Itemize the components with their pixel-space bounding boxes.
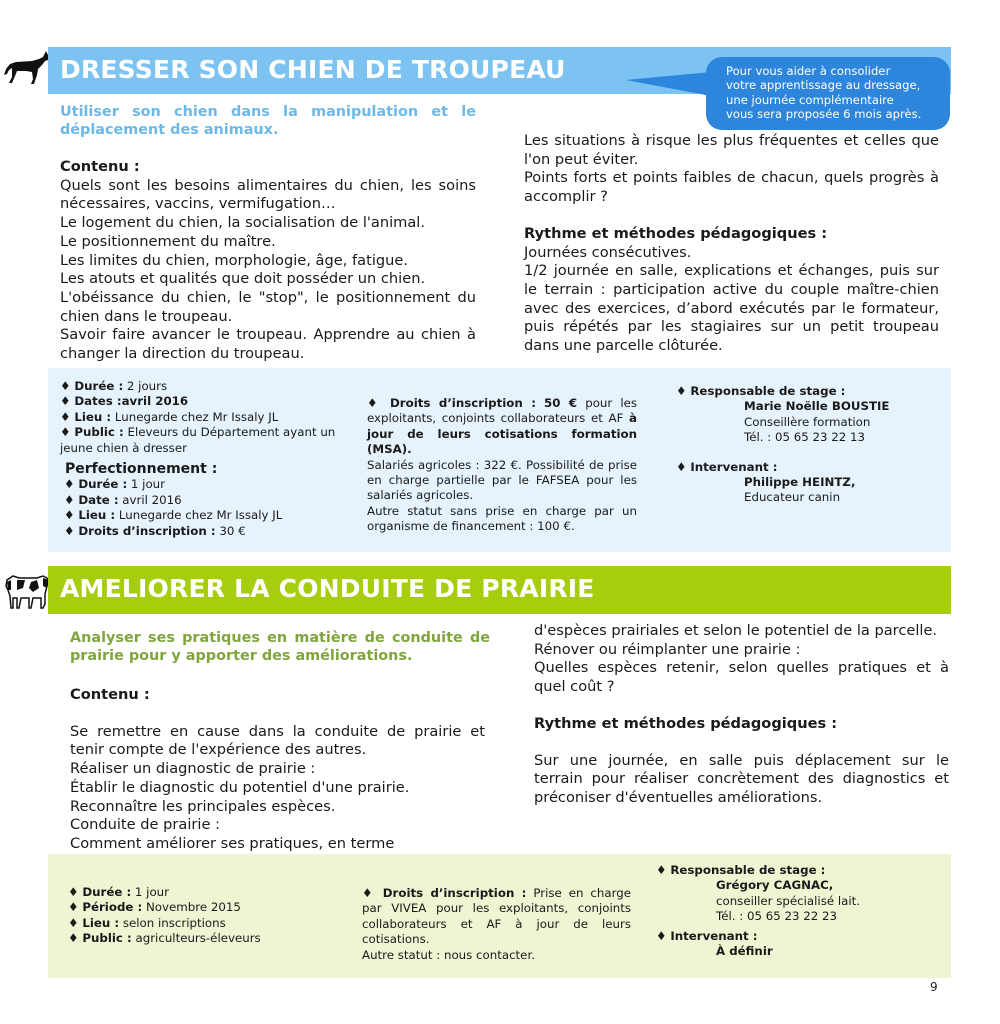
col2-line: d'espèces prairiales et selon le potentiel de la parcelle. [534, 622, 938, 639]
info-middle [362, 886, 631, 963]
section1-contenu [60, 158, 476, 364]
contenu-line: L'obéissance du chien, le "stop", le positionnement du chien dans le troupeau. [60, 288, 476, 325]
resp-name: Marie Noëlle BOUSTIE [744, 399, 890, 414]
resp-label: Responsable de stage : [690, 384, 846, 398]
lieu-value: Lunegarde chez Mr Issaly JL [114, 409, 279, 424]
lieu-label: Lieu : [74, 409, 112, 424]
contenu-line: Réaliser un diagnostic de prairie : [70, 760, 316, 778]
info-right [656, 863, 936, 959]
contenu-line: Se remettre en cause dans la conduite de prairie et tenir compte de l'expérience des autres. [70, 722, 485, 759]
diamond-bullet-icon: ♦ [60, 409, 71, 424]
col2-line: Rénover ou réimplanter une prairie : [534, 640, 801, 658]
diamond-bullet-icon: ♦ [64, 477, 75, 492]
callout-line: vous sera proposée 6 mois après. [726, 107, 922, 122]
duree-value: 2 jours [126, 379, 168, 393]
perf-droits-value: 30 € [219, 523, 246, 538]
col2-line: Points forts et points faibles de chacun, quels progrès à accomplir ? [524, 169, 939, 206]
section2-header [48, 566, 951, 614]
info-left [68, 885, 348, 947]
diamond-bullet-icon: ♦ [367, 396, 382, 410]
diamond-bullet-icon: ♦ [676, 384, 687, 398]
droits-amount: 50 € [544, 396, 578, 410]
contenu-line: Quels sont les besoins alimentaires du chien, les soins nécessaires, vaccins, vermifugation… [60, 176, 476, 213]
contenu-heading: Contenu : [60, 158, 140, 175]
periode-label: Période : [82, 900, 143, 915]
diamond-bullet-icon: ♦ [60, 425, 71, 440]
diamond-bullet-icon: ♦ [68, 885, 79, 899]
diamond-bullet-icon: ♦ [68, 915, 79, 930]
dates-value: avril 2016 [121, 394, 189, 409]
diamond-bullet-icon: ♦ [64, 508, 75, 523]
perf-duree-value: 1 jour [130, 477, 165, 492]
diamond-bullet-icon: ♦ [64, 523, 75, 538]
section2-col2 [534, 622, 949, 808]
rythme-heading: Rythme et méthodes pédagogiques : [534, 714, 838, 732]
droits-label: Droits d’inscription : [382, 886, 527, 900]
public-value: agriculteurs-éleveurs [135, 931, 261, 946]
periode-value: Novembre 2015 [145, 900, 241, 915]
duree-value: 1 jour [134, 885, 169, 899]
contenu-line: Les limites du chien, morphologie, âge, fatigue. [60, 251, 408, 269]
callout-line: Pour vous aider à consolider [726, 64, 891, 78]
contenu-heading: Contenu : [70, 686, 150, 703]
diamond-bullet-icon: ♦ [60, 379, 71, 393]
contenu-line: Conduite de prairie : [70, 816, 221, 834]
public-label: Public : [82, 931, 132, 946]
resp-role: Conseillère formation [744, 414, 871, 429]
lieu-label: Lieu : [82, 915, 120, 930]
perf-date-value: avril 2016 [122, 492, 182, 507]
droits-text: Autre statut sans prise en charge par un organisme de financement : 100 €. [367, 503, 637, 534]
contenu-line: Le logement du chien, la socialisation de l'animal. [60, 214, 425, 232]
droits-bold: à jour de leurs cotisations formation (MSA). [367, 411, 638, 457]
duree-label: Durée : [82, 885, 132, 899]
perf-date-label: Date : [78, 492, 119, 507]
diamond-bullet-icon: ♦ [64, 492, 75, 507]
resp-tel: Tél. : 05 65 23 22 23 [716, 909, 838, 924]
perf-lieu-value: Lunegarde chez Mr Issaly JL [118, 508, 283, 523]
resp-name: Grégory CAGNAC, [716, 878, 834, 893]
contenu-line: Comment améliorer ses pratiques, en terme [70, 834, 395, 852]
callout-bubble [706, 57, 950, 130]
section2-subtitle: Analyser ses pratiques en matière de conduite de prairie pour y apporter des améliorations. [70, 630, 490, 664]
duree-label: Durée : [74, 379, 124, 393]
col2-line: Quelles espèces retenir, selon quelles pratiques et à quel coût ? [534, 659, 949, 696]
contenu-line: Les atouts et qualités que doit posséder un chien. [60, 270, 426, 288]
perf-duree-label: Durée : [78, 477, 128, 492]
droits-text: Prise en charge par VIVEA pour les exploitants, conjoints collaborateurs et AF à jour de leurs cotisations. [362, 886, 631, 947]
rythme-heading: Rythme et méthodes pédagogiques : [524, 224, 828, 242]
perf-heading: Perfectionnement : [65, 461, 218, 478]
lieu-value: selon inscriptions [122, 915, 226, 930]
rythme-line: Journées consécutives. [524, 243, 692, 261]
section2-title: AMELIORER LA CONDUITE DE PRAIRIE [60, 574, 595, 603]
rythme-text: Sur une journée, en salle puis déplacement sur le terrain pour réaliser concrètement des diagnostics et préconiser d'éventuelles améliorations. [534, 751, 949, 806]
section1-col2 [524, 132, 939, 356]
resp-label: Responsable de stage : [670, 863, 826, 877]
section1-title: DRESSER SON CHIEN DE TROUPEAU [60, 55, 566, 84]
diamond-bullet-icon: ♦ [68, 931, 79, 946]
interv-name: À définir [716, 944, 773, 959]
page-number: 9 [930, 980, 938, 994]
info-left [60, 379, 340, 539]
resp-tel: Tél. : 05 65 23 22 13 [744, 430, 866, 445]
contenu-line: Le positionnement du maître. [60, 232, 276, 250]
public-value: Eleveurs du Département ayant un jeune chien à dresser [60, 425, 336, 455]
diamond-bullet-icon: ♦ [362, 886, 376, 900]
col2-line: Les situations à risque les plus fréquentes et celles que l'on peut éviter. [524, 132, 939, 168]
contenu-line: Savoir faire avancer le troupeau. Apprendre au chien à changer la direction du troupeau. [60, 326, 476, 363]
contenu-line: Établir le diagnostic du potentiel d'une prairie. [70, 778, 410, 796]
callout-line: votre apprentissage au dressage, [726, 78, 921, 93]
droits-label: Droits d’inscription : [390, 396, 536, 410]
callout-line: une journée complémentaire [726, 92, 894, 107]
section2-contenu [70, 686, 485, 854]
dates-label: Dates : [74, 394, 122, 409]
diamond-bullet-icon: ♦ [676, 459, 687, 474]
section2-info-box [48, 854, 951, 978]
section1-info-box [48, 368, 951, 552]
droits-text: pour les exploitants, conjoints collaborateurs et AF [367, 396, 638, 426]
droits-text: Salariés agricoles : 322 €. Possibilité de prise en charge partielle par le FAFSEA pour les salariés agricoles. [367, 457, 637, 503]
contenu-line: Reconnaître les principales espèces. [70, 797, 336, 815]
resp-role: conseiller spécialisé lait. [716, 893, 861, 908]
public-label: Public : [74, 425, 124, 440]
droits-text: Autre statut : nous contacter. [362, 947, 535, 962]
info-right [676, 384, 936, 506]
interv-role: Educateur canin [744, 490, 841, 505]
diamond-bullet-icon: ♦ [656, 928, 667, 943]
diamond-bullet-icon: ♦ [68, 900, 79, 915]
diamond-bullet-icon: ♦ [60, 394, 71, 409]
rythme-line: 1/2 journée en salle, explications et échanges, puis sur le terrain : participation active du couple maître-chien avec des exercices, d’abord exécutés par le formateur, puis répétés par les stagiaires sur un petit troupeau dans une parcelle clôturée. [524, 262, 939, 355]
perf-lieu-label: Lieu : [78, 508, 116, 523]
interv-name: Philippe HEINTZ, [744, 475, 856, 490]
perf-droits-label: Droits d’inscription : [78, 523, 216, 538]
info-middle [367, 396, 637, 535]
section1-subtitle: Utiliser son chien dans la manipulation et le déplacement des animaux. [60, 104, 476, 138]
cow-icon [3, 568, 51, 613]
diamond-bullet-icon: ♦ [656, 863, 667, 877]
dog-silhouette-icon [2, 47, 50, 87]
interv-label: Intervenant : [670, 928, 758, 943]
interv-label: Intervenant : [690, 459, 778, 474]
callout-tail [626, 72, 711, 96]
